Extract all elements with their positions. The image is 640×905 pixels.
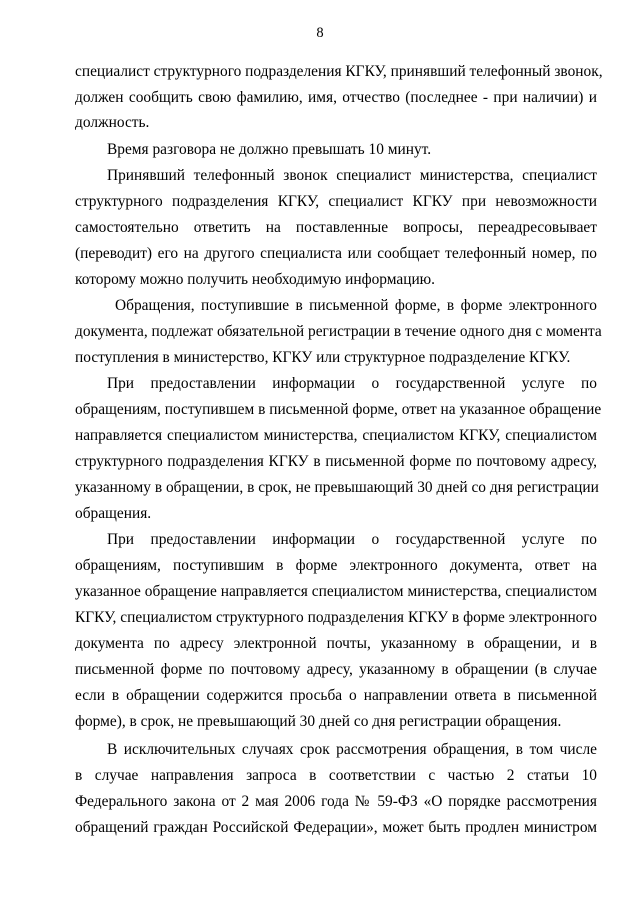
paragraph-line: структурного подразделения КГКУ, специалист КГКУ при невозможности	[75, 193, 597, 210]
paragraph-line: в случае направления запроса в соответствии с частью 2 статьи 10	[75, 767, 597, 784]
paragraph-line: Время разговора не должно превышать 10 минут.	[107, 141, 432, 158]
paragraph-line: указанному в обращении, в срок, не превышающий 30 дней со дня регистрации	[75, 479, 599, 496]
paragraph-line: В исключительных случаях срок рассмотрения обращения, в том числе	[107, 741, 597, 758]
paragraph-line: обращений граждан Российской Федерации», может быть продлен министром	[75, 819, 597, 836]
paragraph-line: форме), в срок, не превышающий 30 дней со дня регистрации обращения.	[75, 713, 562, 730]
paragraph-line: (переводит) его на другого специалиста или сообщает телефонный номер, по	[75, 245, 597, 262]
paragraph-line: Федерального закона от 2 мая 2006 года № 59-ФЗ «О порядке рассмотрения	[75, 793, 597, 810]
paragraph-line: При предоставлении информации о государственной услуге по	[107, 375, 597, 392]
paragraph-line: структурного подразделения КГКУ в письменной форме по почтовому адресу,	[75, 453, 597, 470]
paragraph-line: специалист структурного подразделения КГКУ, принявший телефонный звонок,	[75, 63, 603, 80]
paragraph-line: должность.	[75, 114, 150, 131]
paragraph-line: самостоятельно ответить на поставленные вопросы, переадресовывает	[75, 219, 597, 236]
paragraph-line: указанное обращение направляется специалистом министерства, специалистом	[75, 583, 597, 600]
paragraph-line: обращениям, поступившем в письменной форме, ответ на указанное обращение	[75, 401, 602, 418]
paragraph-line: которому можно получить необходимую информацию.	[75, 271, 436, 288]
paragraph-line: Обращения, поступившие в письменной форме, в форме электронного	[115, 297, 597, 314]
paragraph-line: поступления в министерство, КГКУ или структурное подразделение КГКУ.	[75, 349, 571, 366]
paragraph-line: документа по адресу электронной почты, указанному в обращении, и в	[75, 635, 597, 652]
paragraph-line: направляется специалистом министерства, специалистом КГКУ, специалистом	[75, 427, 597, 444]
paragraph-line: должен сообщить свою фамилию, имя, отчество (последнее - при наличии) и	[75, 89, 597, 106]
paragraph-line: КГКУ, специалистом структурного подразделения КГКУ в форме электронного	[75, 609, 597, 626]
paragraph-line: обращения.	[75, 505, 152, 522]
paragraph-line: Принявший телефонный звонок специалист министерства, специалист	[107, 167, 597, 184]
paragraph-line: При предоставлении информации о государственной услуге по	[107, 531, 597, 548]
paragraph-line: если в обращении содержится просьба о направлении ответа в письменной	[75, 687, 597, 704]
paragraph-line: документа, подлежат обязательной регистрации в течение одного дня с момента	[75, 323, 602, 340]
paragraph-line: письменной форме по почтовому адресу, указанному в обращении (в случае	[75, 661, 597, 678]
paragraph-line: обращениям, поступившим в форме электронного документа, ответ на	[75, 557, 597, 574]
page-number: 8	[316, 25, 324, 41]
